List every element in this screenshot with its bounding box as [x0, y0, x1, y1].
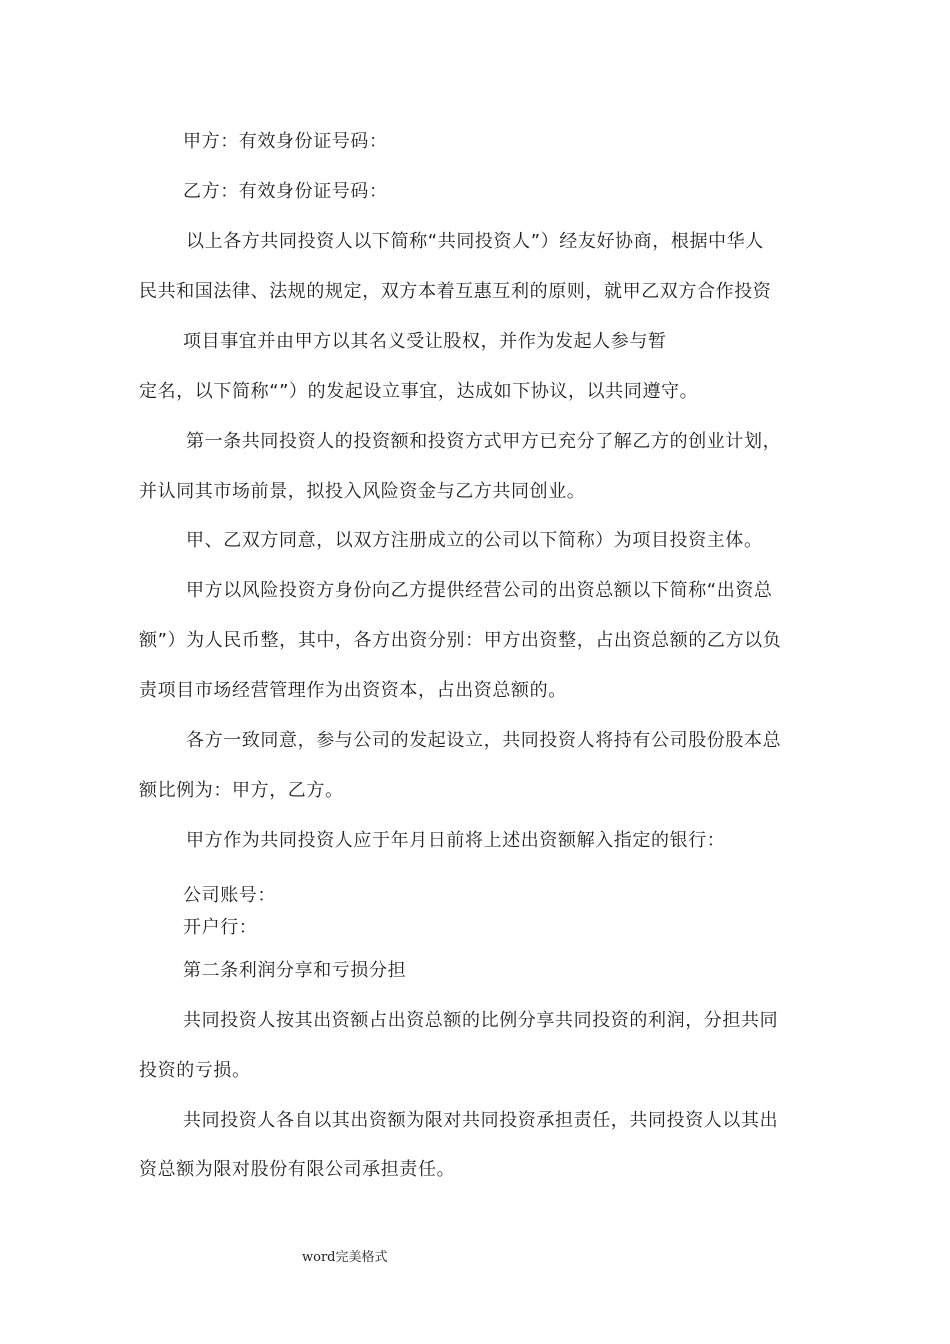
page-footer: word完美格式	[302, 1250, 388, 1265]
preamble-line-1: 以上各方共同投资人以下简称“共同投资人”）经友好协商，根据中华人	[186, 231, 764, 252]
liability-line-2: 资总额为限对股份有限公司承担责任。	[139, 1159, 456, 1180]
opening-bank-line: 开户行：	[183, 917, 258, 938]
profit-sharing-line-2: 投资的亏损。	[139, 1060, 251, 1081]
company-account-line: 公司账号：	[183, 885, 276, 906]
capital-line-1: 甲方以风险投资方身份向乙方提供经营公司的出资总额以下简称“出资总	[186, 580, 773, 601]
shareholding-line-2: 额比例为：甲方，乙方。	[139, 780, 344, 801]
article-1-line-1: 第一条共同投资人的投资额和投资方式甲方已充分了解乙方的创业计划，	[186, 431, 782, 452]
shareholding-line-1: 各方一致同意，参与公司的发起设立，共同投资人将持有公司股份股本总	[186, 730, 782, 751]
party-b-id-line: 乙方：有效身份证号码：	[183, 181, 388, 202]
liability-line-1: 共同投资人各自以其出资额为限对共同投资承担责任，共同投资人以其出	[183, 1110, 779, 1131]
capital-line-3: 责项目市场经营管理作为出资资本，占出资总额的。	[139, 680, 567, 701]
party-a-id-line: 甲方：有效身份证号码：	[183, 131, 388, 152]
preamble-line-2: 民共和国法律、法规的规定，双方本着互惠互利的原则，就甲乙双方合作投资	[139, 281, 772, 302]
capital-line-2: 额”）为人民币整，其中，各方出资分别：甲方出资整，占出资总额的乙方以负	[139, 630, 782, 651]
payment-line: 甲方作为共同投资人应于年月日前将上述出资额解入指定的银行：	[186, 830, 726, 851]
article-2-heading: 第二条利润分享和亏损分担	[183, 960, 407, 981]
article-1-line-2: 并认同其市场前景，拟投入风险资金与乙方共同创业。	[139, 481, 586, 502]
profit-sharing-line-1: 共同投资人按其出资额占出资总额的比例分享共同投资的利润，分担共同	[183, 1010, 779, 1031]
preamble-line-4: 定名，以下简称“”）的发起设立事宜，达成如下协议，以共同遵守。	[139, 381, 699, 402]
investment-entity-line: 甲、乙双方同意，以双方注册成立的公司以下简称）为项目投资主体。	[186, 530, 763, 551]
preamble-line-3: 项目事宜并由甲方以其名义受让股权，并作为发起人参与暂	[183, 331, 667, 352]
